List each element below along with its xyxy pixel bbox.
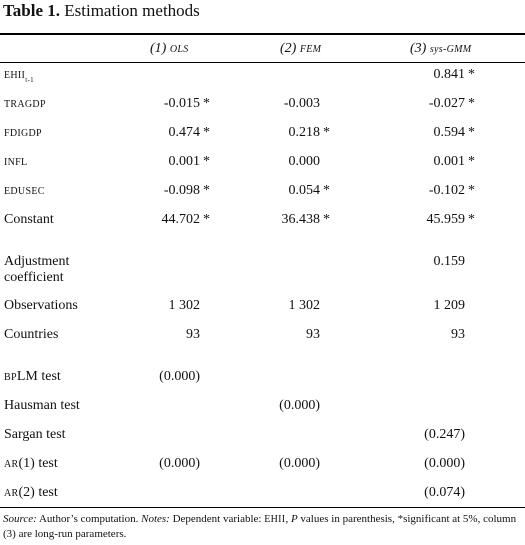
table-cell: 0.841 <box>433 67 465 82</box>
table-number: Table 1. <box>3 1 61 20</box>
table-cell: (0.000) <box>279 456 320 471</box>
row-label: FDIGDP <box>4 128 42 139</box>
table-cell: 0.474 <box>168 125 200 140</box>
significance-star: * <box>468 183 475 198</box>
significance-star: * <box>203 183 210 198</box>
table-cell: (0.000) <box>159 369 200 384</box>
table-cell: 45.959 <box>426 212 465 227</box>
table-notes: Source: Author’s computation. Notes: Dependent variable: EHII, P values in parenthesis, *significant at 5%, column (3) are long-run parameters. <box>3 513 517 540</box>
table-cell: (0.000) <box>159 456 200 471</box>
bottom-rule <box>0 507 525 508</box>
table-cell: 44.702 <box>161 212 200 227</box>
table-cell: 0.594 <box>433 125 465 140</box>
table-cell: (0.000) <box>424 456 465 471</box>
significance-star: * <box>323 125 330 140</box>
row-label: AR(2) test <box>4 485 58 500</box>
table-cell: (0.074) <box>424 485 465 500</box>
significance-star: * <box>323 212 330 227</box>
significance-star: * <box>203 154 210 169</box>
table-cell: -0.098 <box>163 183 200 198</box>
table-cell: 93 <box>451 327 465 342</box>
table-cell: 93 <box>186 327 200 342</box>
row-label: Hausman test <box>4 398 80 413</box>
header-rule <box>0 62 525 63</box>
significance-star: * <box>203 212 210 227</box>
table-cell: 0.218 <box>288 125 320 140</box>
top-rule <box>0 33 525 35</box>
table-title <box>3 1 200 21</box>
table-cell: -0.102 <box>428 183 465 198</box>
row-label: EDUSEC <box>4 186 45 197</box>
row-label: Constant <box>4 212 54 227</box>
significance-star: * <box>468 154 475 169</box>
table-cell: 36.438 <box>281 212 320 227</box>
row-label: Observations <box>4 298 78 313</box>
significance-star: * <box>203 125 210 140</box>
table-cell: 1 302 <box>168 298 200 313</box>
significance-star: * <box>468 125 475 140</box>
table-cell: 1 302 <box>288 298 320 313</box>
row-label: Sargan test <box>4 427 66 442</box>
row-label: Adjustment coefficient <box>4 254 70 285</box>
column-header-sys-gmm: (3) sys-GMM <box>410 41 472 56</box>
table-cell: -0.027 <box>428 96 465 111</box>
table-cell: 0.001 <box>168 154 200 169</box>
row-label: TRAGDP <box>4 99 46 110</box>
table-cell: 0.001 <box>433 154 465 169</box>
row-label: $EHII_{t-1}$ <box>4 70 34 84</box>
row-label: INFL <box>4 157 28 168</box>
table-cell: 0.054 <box>288 183 320 198</box>
significance-star: * <box>468 96 475 111</box>
table-caption: Estimation methods <box>60 1 200 20</box>
table-cell: 0.000 <box>288 154 320 169</box>
table-cell: -0.003 <box>283 96 320 111</box>
row-label: Countries <box>4 327 59 342</box>
column-header-fem: (2) FEM <box>280 41 322 56</box>
table-cell: 1 209 <box>433 298 465 313</box>
row-label: AR(1) test <box>4 456 58 471</box>
significance-star: * <box>468 212 475 227</box>
column-header-ols: (1) OLS <box>150 41 189 56</box>
table-cell: -0.015 <box>163 96 200 111</box>
row-label: BPLM test <box>4 369 61 384</box>
table-cell: (0.000) <box>279 398 320 413</box>
significance-star: * <box>468 67 475 82</box>
table-cell: 93 <box>306 327 320 342</box>
table-cell: 0.159 <box>433 254 465 269</box>
significance-star: * <box>203 96 210 111</box>
table-cell: (0.247) <box>424 427 465 442</box>
significance-star: * <box>323 183 330 198</box>
